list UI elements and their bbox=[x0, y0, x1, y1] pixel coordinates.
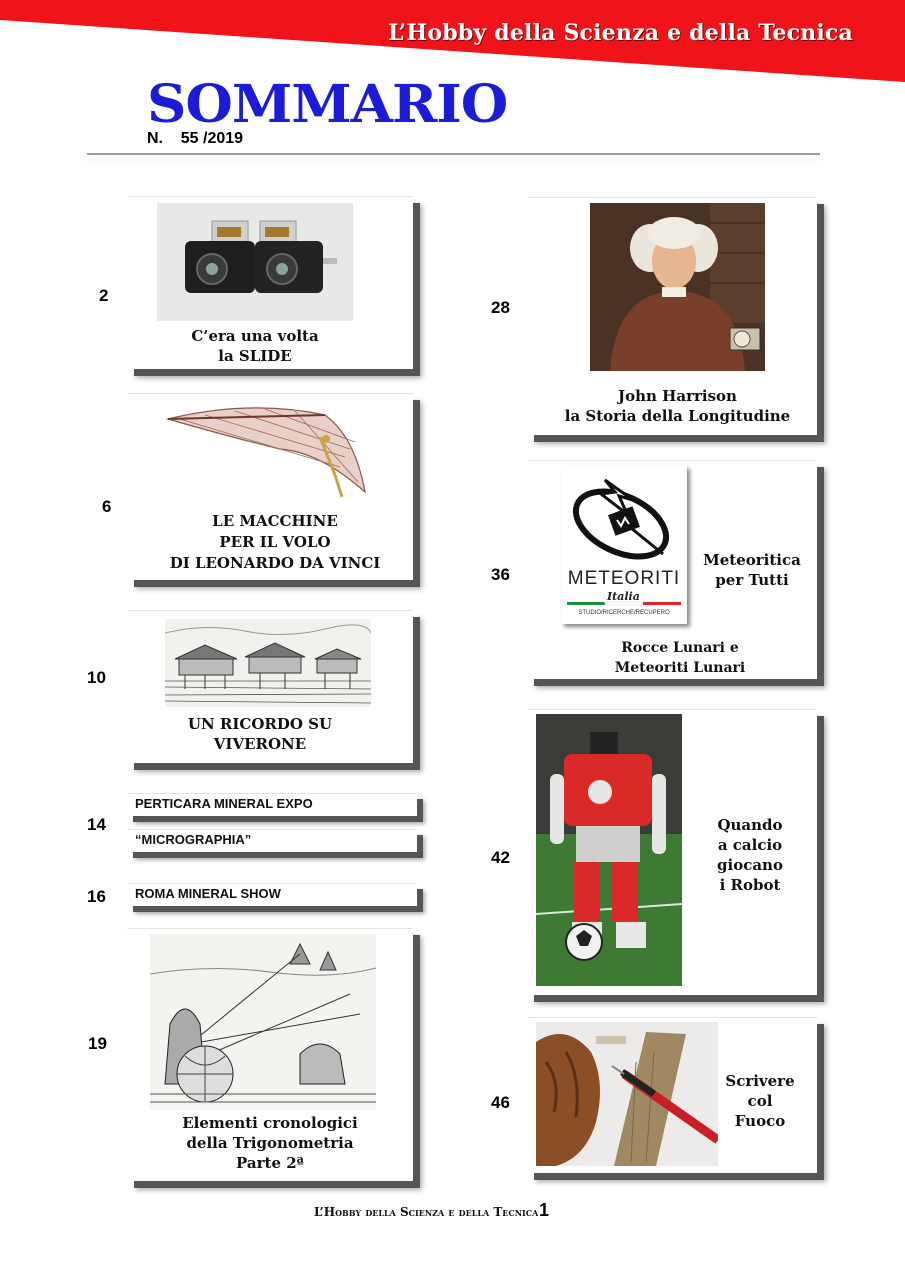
article-side-title-robots: Quando a calcio giocano i Robot bbox=[717, 816, 783, 894]
article-title-leonardo: LE MACCHINE PER IL VOLO DI LEONARDO DA VINCI bbox=[169, 512, 381, 572]
page-number-46: 46 bbox=[491, 1093, 510, 1112]
page-title: SOMMARIO bbox=[147, 74, 508, 135]
slide-viewer-photo bbox=[157, 203, 353, 321]
article-strip-micrographia[interactable]: “MICROGRAPHIA” bbox=[127, 829, 417, 852]
article-strip-roma-mineral[interactable]: ROMA MINERAL SHOW bbox=[127, 883, 417, 906]
article-title-viverone: UN RICORDO SU VIVERONE bbox=[187, 715, 333, 753]
john-harrison-portrait bbox=[590, 203, 765, 371]
page-number-14: 14 bbox=[87, 815, 106, 834]
meteoriti-italia-logo bbox=[561, 466, 687, 624]
article-title-lunar-rocks: Rocce Lunari e Meteoriti Lunari bbox=[614, 640, 746, 676]
page-number-28: 28 bbox=[491, 298, 510, 317]
soccer-robot-photo bbox=[536, 714, 682, 986]
header-divider bbox=[87, 153, 820, 155]
issue-number: N. 55 /2019 bbox=[147, 130, 244, 147]
pile-dwelling-engraving bbox=[165, 619, 371, 707]
page-number-6: 6 bbox=[102, 497, 112, 516]
page-number-42: 42 bbox=[491, 848, 510, 867]
logo-script-text: Italia bbox=[607, 590, 640, 603]
magazine-title: L’Hobby della Scienza e della Tecnica bbox=[388, 20, 853, 46]
trigonometry-woodcut bbox=[150, 934, 376, 1110]
page-number-2: 2 bbox=[99, 286, 109, 305]
logo-tagline: STUDIO/RICERCHE/RECUPERO bbox=[578, 610, 670, 616]
article-title-trigonometry: Elementi cronologici della Trigonometria Parte 2ª bbox=[182, 1114, 358, 1172]
article-side-title-pyrography: Scrivere col Fuoco bbox=[725, 1072, 795, 1130]
article-title-harrison: John Harrison la Storia della Longitudine bbox=[564, 387, 791, 425]
page-number-16: 16 bbox=[87, 887, 106, 906]
page-number-10: 10 bbox=[87, 668, 106, 687]
leonardo-wing-drawing bbox=[160, 397, 375, 507]
page-number-36: 36 bbox=[491, 565, 510, 584]
article-title-slide: C’era una volta la SLIDE bbox=[191, 327, 319, 365]
article-side-title-meteoritica: Meteoritica per Tutti bbox=[703, 551, 801, 589]
footer-magazine-title: L’Hobby della Scienza e della Tecnica bbox=[314, 1205, 539, 1219]
footer-page-number: 1 bbox=[539, 1200, 550, 1220]
article-strip-perticara[interactable]: PERTICARA MINERAL EXPO bbox=[127, 793, 417, 816]
logo-main-text: METEORITI bbox=[567, 568, 681, 589]
pyrography-pen-photo bbox=[536, 1022, 718, 1166]
page-number-19: 19 bbox=[88, 1034, 107, 1053]
